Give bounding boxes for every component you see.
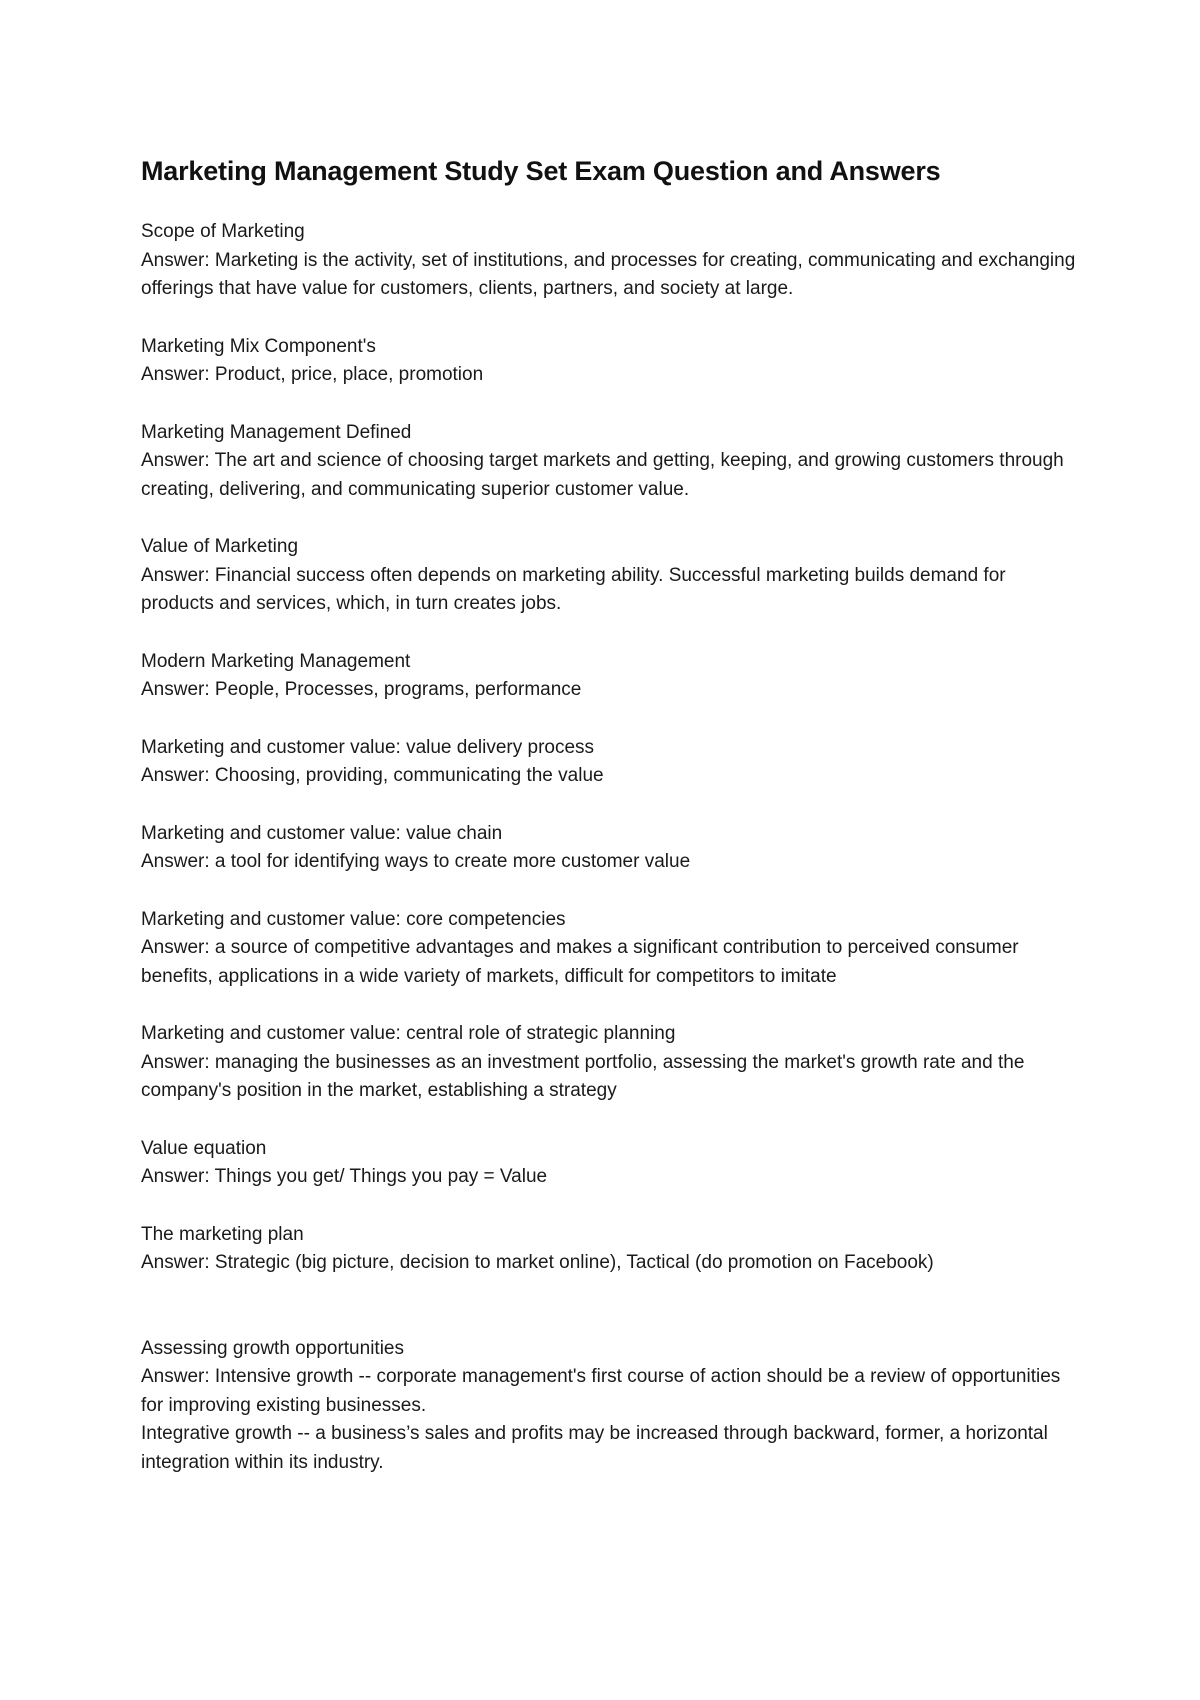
qa-item [141,820,1081,877]
answer-text: Answer: a source of competitive advantages and makes a significant contribution to perceived consumer benefits, applications in a wide variety of markets, difficult for competitors to imitate [141,937,1019,987]
answer-text: Answer: Choosing, providing, communicating the value [141,765,604,786]
document-page [141,156,1081,1506]
question-text: Marketing and customer value: core competencies [141,908,566,930]
qa-item [141,906,1081,992]
answer-text: Answer: The art and science of choosing target markets and getting, keeping, and growing customers through creating, delivering, and communicating superior customer value. [141,450,1064,500]
question-text: Marketing Management Defined [141,421,412,443]
qa-item [141,1221,1081,1278]
qa-item [141,1335,1081,1478]
qa-item [141,734,1081,791]
answer-text: Answer: a tool for identifying ways to create more customer value [141,851,691,872]
answer-text: Answer: Intensive growth -- corporate management's first course of action should be a review of opportunities for improving existing businesses. [141,1366,1061,1416]
qa-item [141,218,1081,304]
question-text: Value equation [141,1137,267,1159]
question-text: Modern Marketing Management [141,650,411,672]
question-text: Marketing and customer value: value chain [141,822,503,844]
qa-item [141,533,1081,619]
answer-continued-text: Integrative growth -- a business’s sales and profits may be increased through backward, former, a horizontal integration within its industry. [141,1423,1048,1473]
qa-item [141,333,1081,390]
document-title: Marketing Management Study Set Exam Question and Answers [141,156,941,186]
answer-text: Answer: People, Processes, programs, performance [141,679,582,700]
answer-text: Answer: managing the businesses as an investment portfolio, assessing the market's growth rate and the company's position in the market, establishing a strategy [141,1051,1025,1101]
question-text: The marketing plan [141,1223,304,1245]
qa-item [141,1135,1081,1192]
question-text: Scope of Marketing [141,221,305,242]
answer-text: Answer: Financial success often depends on marketing ability. Successful marketing builds demand for products and services, which, in turn creates jobs. [141,564,1006,614]
qa-item [141,1020,1081,1106]
answer-text: Answer: Strategic (big picture, decision to market online), Tactical (do promotion on Facebook) [141,1252,934,1273]
qa-item [141,648,1081,705]
question-text: Value of Marketing [141,536,299,557]
question-text: Marketing and customer value: value delivery process [141,736,595,758]
question-text: Marketing Mix Component's [141,335,376,357]
answer-text: Answer: Marketing is the activity, set of institutions, and processes for creating, communicating and exchanging offerings that have value for customers, clients, partners, and society at large. [141,249,1076,299]
answer-text: Answer: Product, price, place, promotion [141,364,484,385]
question-text: Assessing growth opportunities [141,1337,404,1359]
qa-item [141,419,1081,505]
question-text: Marketing and customer value: central role of strategic planning [141,1023,676,1044]
answer-text: Answer: Things you get/ Things you pay = Value [141,1166,548,1187]
